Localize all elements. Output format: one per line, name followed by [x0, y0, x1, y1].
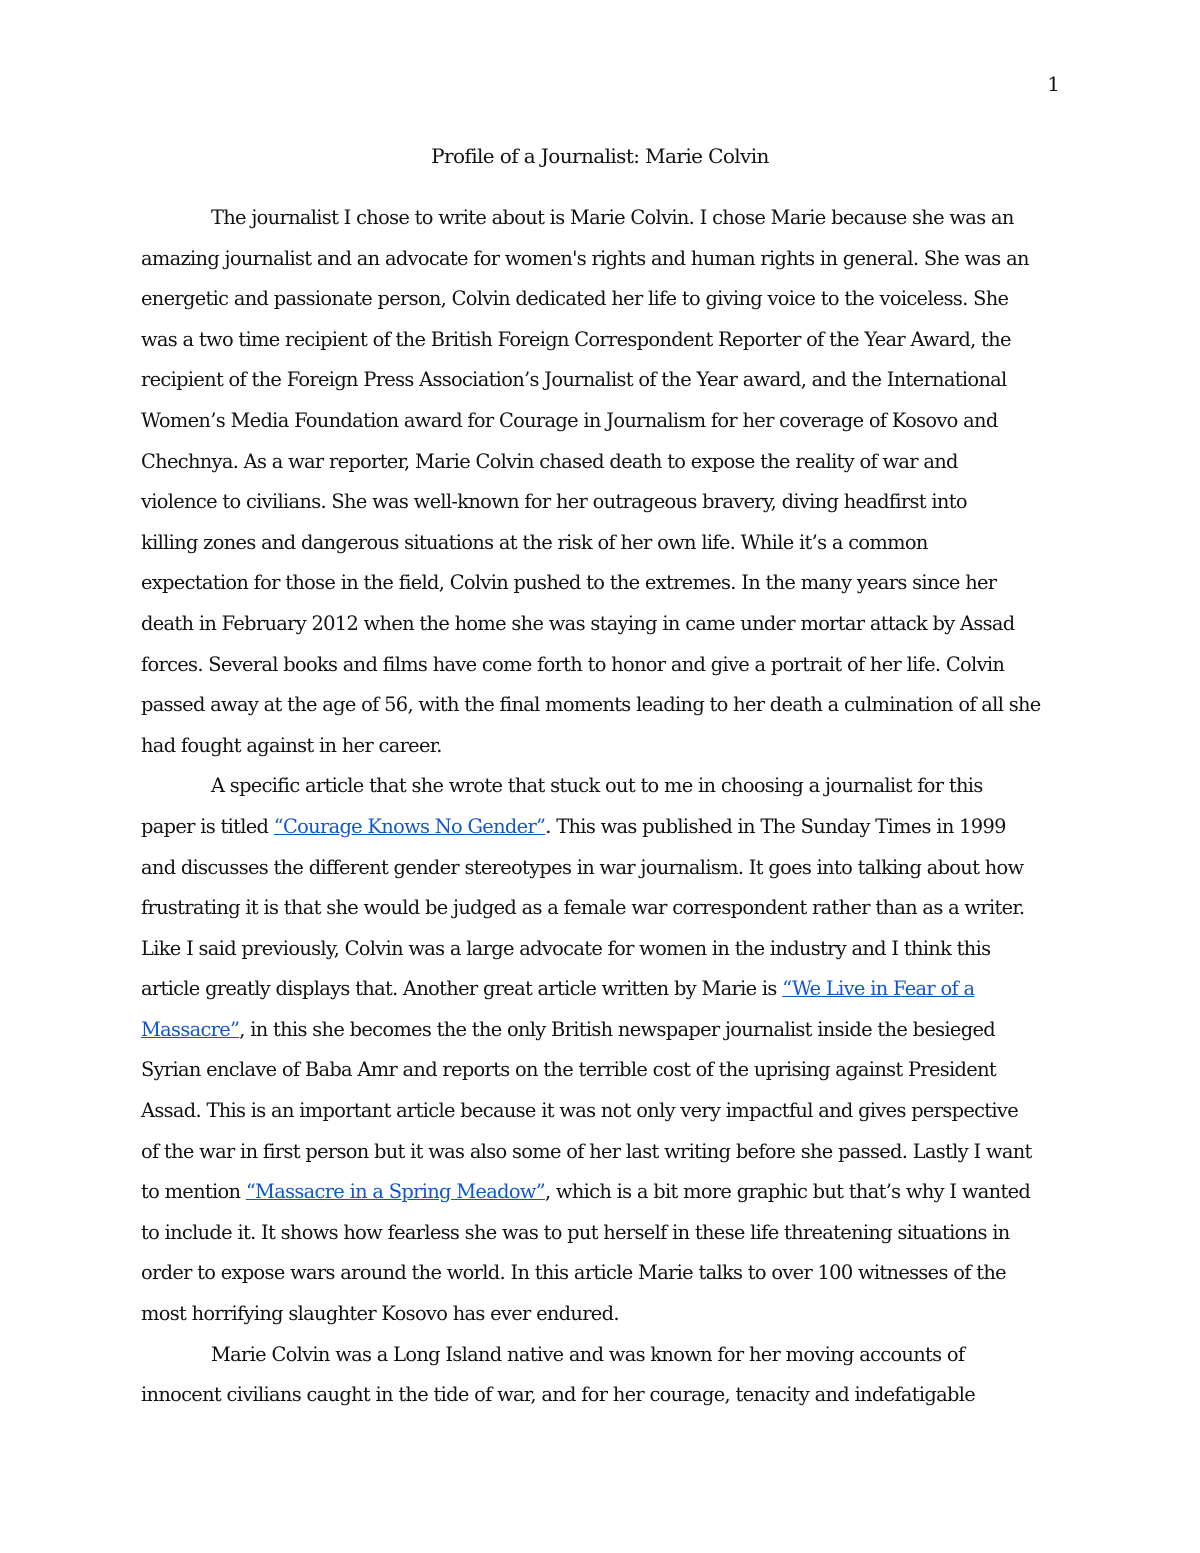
- link-we-live-in-fear-part-2[interactable]: Massacre”: [141, 1017, 240, 1041]
- text-line: A specific article that she wrote that stuck out to me in choosing a journalist for this: [211, 774, 983, 798]
- text-line: frustrating it is that she would be judged as a female war correspondent rather than as a writer.: [141, 896, 1025, 920]
- text-line: amazing journalist and an advocate for women's rights and human rights in general. She was an: [141, 246, 1029, 270]
- link-we-live-in-fear-part-1[interactable]: “We Live in Fear of a: [782, 977, 975, 1001]
- paragraph-2: [141, 766, 1061, 1334]
- text-line: most horrifying slaughter Kosovo has ever endured.: [141, 1302, 619, 1326]
- text-line: had fought against in her career.: [141, 733, 442, 757]
- text-run: , which is a bit more graphic but that’s why I wanted: [544, 1180, 1031, 1204]
- text-line: Assad. This is an important article because it was not only very impactful and gives perspective: [141, 1099, 1019, 1123]
- link-massacre-in-a-spring-meadow[interactable]: “Massacre in a Spring Meadow”: [245, 1180, 545, 1204]
- text-line: was a two time recipient of the British Foreign Correspondent Reporter of the Year Award, the: [141, 327, 1011, 351]
- text-line: Syrian enclave of Baba Amr and reports on the terrible cost of the uprising against President: [141, 1058, 996, 1082]
- text-run: to mention: [141, 1180, 246, 1204]
- text-run: . This was published in The Sunday Times in 1999: [545, 814, 1006, 838]
- text-line: forces. Several books and films have come forth to honor and give a portrait of her life. Colvin: [141, 652, 1005, 676]
- text-line: Chechnya. As a war reporter, Marie Colvin chased death to expose the reality of war and: [141, 449, 958, 473]
- text-line: Marie Colvin was a Long Island native and was known for her moving accounts of: [211, 1342, 965, 1366]
- document-title: Profile of a Journalist: Marie Colvin: [431, 144, 769, 168]
- text-line: killing zones and dangerous situations at the risk of her own life. While it’s a common: [141, 530, 928, 554]
- text-line: [141, 1172, 1061, 1213]
- text-line: [141, 1010, 1061, 1051]
- text-run: article greatly displays that. Another great article written by Marie is: [141, 977, 783, 1001]
- text-line: recipient of the Foreign Press Association’s Journalist of the Year award, and the International: [141, 368, 1007, 392]
- text-run: paper is titled: [141, 814, 274, 838]
- paragraph-1: [141, 198, 1061, 766]
- text-line: innocent civilians caught in the tide of war, and for her courage, tenacity and indefatigable: [141, 1383, 976, 1407]
- text-line: Like I said previously, Colvin was a large advocate for women in the industry and I think this: [141, 936, 991, 960]
- paragraph-3: [141, 1335, 1061, 1416]
- text-run: , in this she becomes the the only British newspaper journalist inside the besieged: [239, 1017, 995, 1041]
- text-line: energetic and passionate person, Colvin dedicated her life to giving voice to the voiceless. She: [141, 287, 1009, 311]
- text-line: and discusses the different gender stereotypes in war journalism. It goes into talking about how: [141, 855, 1024, 879]
- text-line: to include it. It shows how fearless she was to put herself in these life threatening situations in: [141, 1220, 1010, 1244]
- text-line: The journalist I chose to write about is Marie Colvin. I chose Marie because she was an: [211, 206, 1014, 229]
- text-line: violence to civilians. She was well-known for her outrageous bravery, diving headfirst into: [141, 490, 967, 514]
- text-line: Women’s Media Foundation award for Courage in Journalism for her coverage of Kosovo and: [141, 408, 998, 432]
- text-line: expectation for those in the field, Colvin pushed to the extremes. In the many years since her: [141, 571, 997, 595]
- link-courage-knows-no-gender[interactable]: “Courage Knows No Gender”: [273, 814, 546, 838]
- text-line: [141, 807, 1061, 848]
- text-line: of the war in first person but it was also some of her last writing before she passed. Lastly I want: [141, 1139, 1032, 1163]
- text-line: order to expose wars around the world. In this article Marie talks to over 100 witnesses of the: [141, 1261, 1006, 1285]
- text-line: death in February 2012 when the home she was staying in came under mortar attack by Assad: [141, 611, 1015, 635]
- page-number: 1: [1047, 72, 1060, 96]
- text-line: [141, 969, 1061, 1010]
- document-body: [141, 198, 1061, 1416]
- text-line: passed away at the age of 56, with the final moments leading to her death a culmination of all she: [141, 693, 1041, 717]
